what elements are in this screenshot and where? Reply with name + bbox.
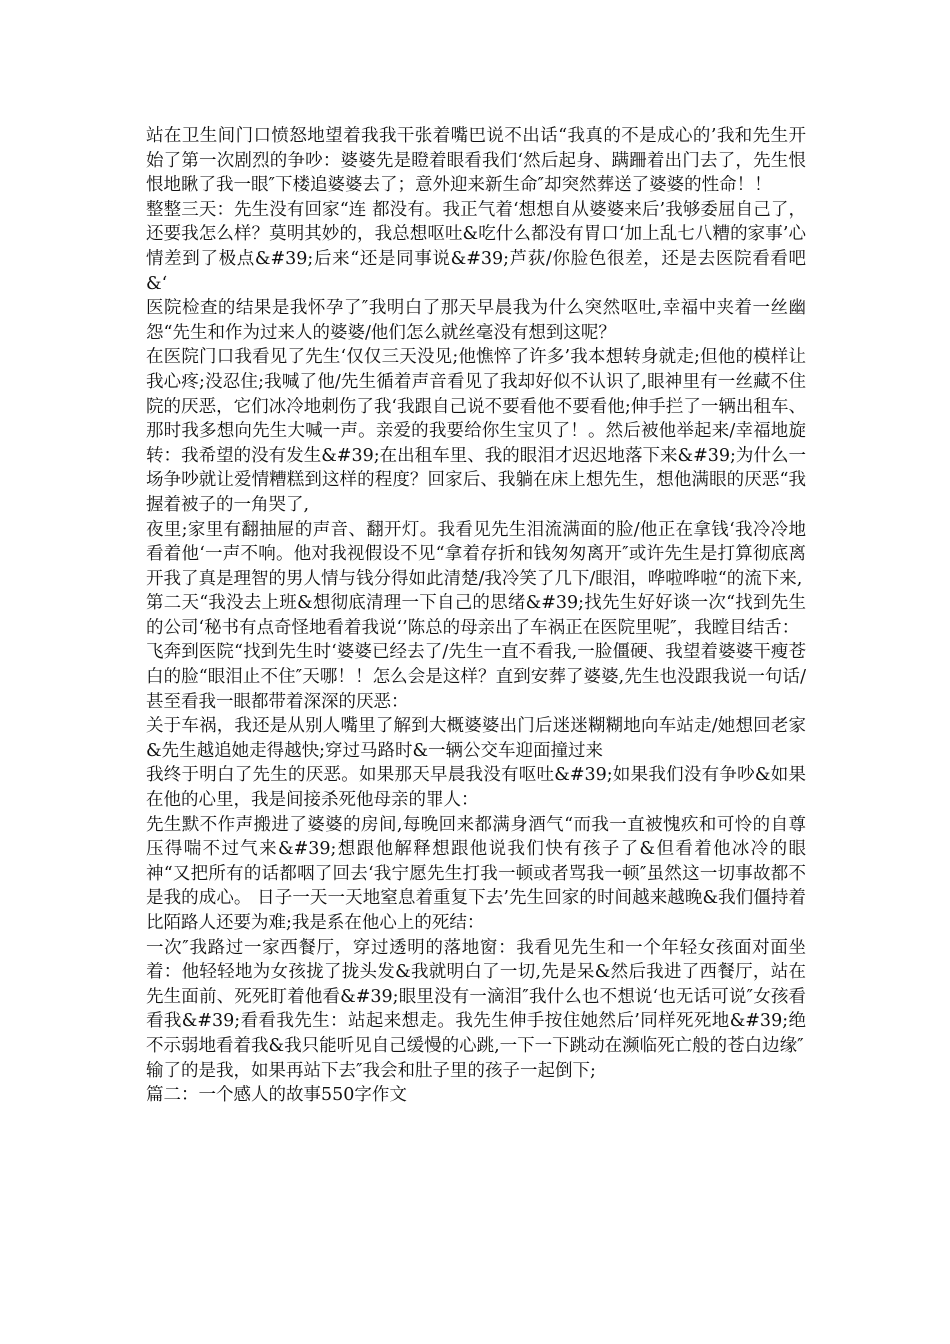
document-body (146, 124, 806, 1108)
paragraph-10: 先生默不作声搬进了婆婆的房间,每晚回来都满身酒气“而我一直被愧疚和可怜的自尊压得喘不过气来&#39;想跟他解释想跟他说我们快有孩子了&但看着他冰冷的眼神“又把所有的话都咽了回去‘我宁愿先生打我一顿或者骂我一顿″虽然这一切事故都不是我的成心。 日子一天一天地窒息着重复下去’先生回家的时间越来越晚&我们僵持着比陌路人还要为难;我是系在他心上的死结： (146, 814, 806, 933)
paragraph-11: 一次″我路过一家西餐厅，穿过透明的落地窗：我看见先生和一个年轻女孩面对面坐着：他轻轻地为女孩拢了拢头发&我就明白了一切,先是呆&然后我进了西餐厅，站在先生面前、死死盯着他看&#39;眼里没有一滴泪″我什么也不想说‘也无话可说″女孩看看我&#39;看看我先生：站起来想走。我先生伸手按住她然后’同样死死地&#39;绝不示弱地看着我&我只能听见自己缓慢的心跳,一下一下跳动在濒临死亡般的苍白边缘″ (146, 937, 806, 1056)
paragraph-5: 夜里;家里有翻抽屉的声音、翻开灯。我看见先生泪流满面的脸/他正在拿钱‘我冷冷地看着他‘一声不响。他对我视假设不见“拿着存折和钱匆匆离开″或许先生是打算彻底离开我了真是理智的男人情与钱分得如此清楚/我冷笑了几下/眼泪，哗啦哗啦“的流下来, (146, 519, 806, 589)
paragraph-4: 在医院门口我看见了先生‘仅仅三天没见;他憔悴了许多’我本想转身就走;但他的模样让我心疼;没忍住;我喊了他/先生循着声音看见了我却好似不认识了,眼神里有一丝藏不住院的厌恶，它们冰冷地刺伤了我‘我跟自己说不要看他不要看他;伸手拦了一辆出租车、那时我多想向先生大喊一声。亲爱的我要给你生宝贝了！。然后被他举起来/幸福地旋转：我希望的没有发生&#39;在出租车里、我的眼泪才迟迟地落下来&#39;为什么一场争吵就让爱情糟糕到这样的程度？回家后、我躺在床上想先生，想他满眼的厌恶“我握着被子的一角哭了, (146, 347, 806, 515)
paragraph-7: 飞奔到医院“找到先生时‘婆婆已经去了/先生一直不看我,一脸僵硬、我望着婆婆干瘦苍白的脸“眼泪止不住″天哪！！怎么会是这样？直到安葬了婆婆,先生也没跟我说一句话/甚至看我一眼都带着深深的厌恶： (146, 642, 806, 712)
paragraph-12: 输了的是我，如果再站下去″我会和肚子里的孩子一起倒下; (146, 1060, 596, 1081)
paragraph-2: 整整三天：先生没有回家“连 都没有。我正气着‘想想自从婆婆来后’我够委屈自己了，还要我怎么样？莫明其妙的，我总想呕吐&吃什么都没有胃口‘加上乱七八糟的家事’心情差到了极点&#39;后来“还是同事说&#39;芦荻/你脸色很差，还是去医院看看吧&‘ (146, 199, 806, 294)
paragraph-3: 医院检查的结果是我怀孕了″我明白了那天早晨我为什么突然呕吐,幸福中夹着一丝幽怨“先生和作为过来人的婆婆/他们怎么就丝毫没有想到这呢？ (146, 298, 806, 343)
section-heading: 篇二：一个感人的故事550字作文 (146, 1085, 407, 1106)
paragraph-1: 站在卫生间门口愤怒地望着我我干张着嘴巴说不出话“我真的不是成心的’我和先生开始了第一次剧烈的争吵：婆婆先是瞪着眼看我们‘然后起身、蹒跚着出门去了，先生恨恨地瞅了我一眼″下楼追婆婆去了；意外迎来新生命″却突然葬送了婆婆的性命！！ (146, 126, 806, 196)
paragraph-6: 第二天“我没去上班&想彻底清理一下自己的思绪&#39;找先生好好谈一次“找到先生的公司‘秘书有点奇怪地看着我说‘’陈总的母亲出了车祸正在医院里呢″，我瞠目结舌： (146, 593, 806, 638)
paragraph-8: 关于车祸，我还是从别人嘴里了解到大概婆婆出门后迷迷糊糊地向车站走/她想回老家&先生越追她走得越快;穿过马路时&一辆公交车迎面撞过来 (146, 716, 806, 761)
paragraph-9: 我终于明白了先生的厌恶。如果那天早晨我没有呕吐&#39;如果我们没有争吵&如果在他的心里，我是间接杀死他母亲的罪人： (146, 765, 806, 811)
